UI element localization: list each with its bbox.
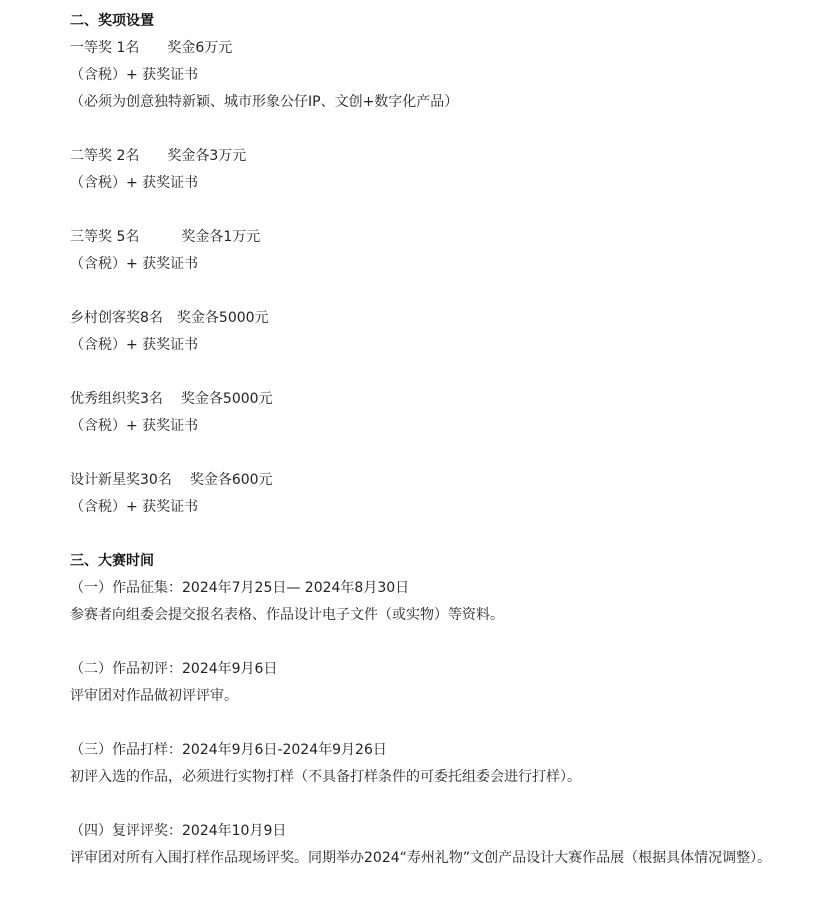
- prize-new-star: [70, 467, 810, 494]
- prize-second-amount: 奖金各3万元: [167, 148, 247, 164]
- prize-first-extra: （必须为创意独特新颖、城市形象公仔IP、文创+数字化产品）: [70, 94, 459, 110]
- prize-organization-amount: 奖金各5000元: [180, 391, 273, 407]
- prize-third-note: （含税）+ 获奖证书: [70, 256, 199, 272]
- prize-first-amount: 奖金6万元: [167, 40, 233, 56]
- prize-new-star-note: （含税）+ 获奖证书: [70, 499, 199, 515]
- stage-2-title: （二）作品初评：2024年9月6日: [70, 661, 278, 677]
- prize-third-amount: 奖金各1万元: [181, 229, 261, 245]
- stage-3-title: （三）作品打样：2024年9月6日-2024年9月26日: [70, 742, 387, 758]
- prize-second: [70, 143, 810, 170]
- prize-new-star-amount: 奖金各600元: [189, 472, 273, 488]
- prize-new-star-name: 设计新星奖30名: [70, 472, 172, 488]
- document-body: [70, 8, 810, 872]
- prize-organization-note: （含税）+ 获奖证书: [70, 418, 199, 434]
- stage-3-desc: 初评入选的作品，必须进行实物打样（不具备打样条件的可委托组委会进行打样）。: [70, 769, 581, 785]
- prize-rural-maker-amount: 奖金各5000元: [176, 310, 269, 326]
- prize-organization: [70, 386, 810, 413]
- prize-rural-maker-name: 乡村创客奖8名: [70, 310, 163, 326]
- prize-organization-name: 优秀组织奖3名: [70, 391, 163, 407]
- stage-4-title: （四）复评评奖：2024年10月9日: [70, 823, 287, 839]
- prize-second-note: （含税）+ 获奖证书: [70, 175, 199, 191]
- prize-second-name: 二等奖 2名: [70, 148, 140, 164]
- stage-1-title: （一）作品征集：2024年7月25日— 2024年8月30日: [70, 580, 410, 596]
- stage-1-desc: 参赛者向组委会提交报名表格、作品设计电子文件（或实物）等资料。: [70, 607, 504, 623]
- prize-rural-maker-note: （含税）+ 获奖证书: [70, 337, 199, 353]
- stage-2-desc: 评审团对作品做初评评审。: [70, 688, 238, 704]
- prize-first: [70, 35, 810, 62]
- prize-first-name: 一等奖 1名: [70, 40, 140, 56]
- section-heading-awards: 二、奖项设置: [70, 13, 154, 29]
- prize-third: [70, 224, 810, 251]
- section-heading-schedule: 三、大赛时间: [70, 553, 154, 569]
- stage-4-desc: 评审团对所有入围打样作品现场评奖。同期举办2024“寿州礼物”文创产品设计大赛作品展（根据具体情况调整）。: [70, 850, 772, 866]
- prize-rural-maker: [70, 305, 810, 332]
- prize-first-note: （含税）+ 获奖证书: [70, 67, 199, 83]
- prize-third-name: 三等奖 5名: [70, 229, 140, 245]
